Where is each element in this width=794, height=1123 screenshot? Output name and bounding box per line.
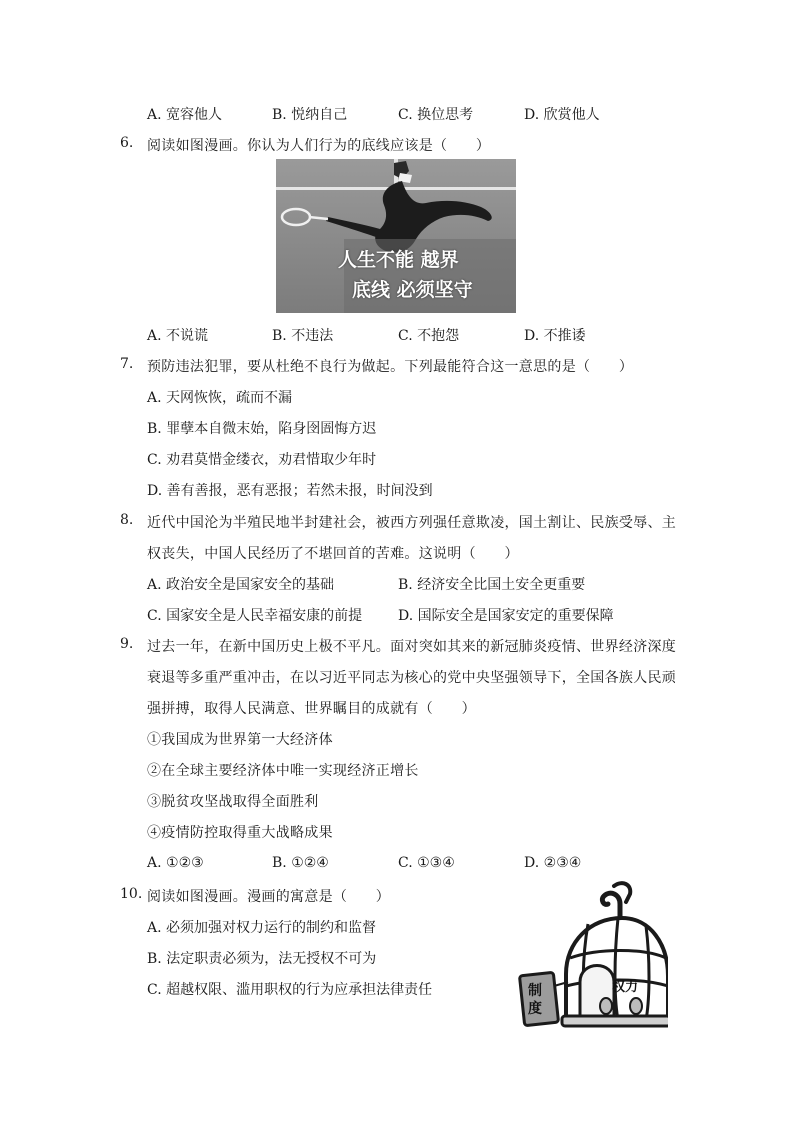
- option-text: 悦纳自己: [291, 107, 348, 123]
- q9-option-d[interactable]: [524, 855, 581, 871]
- q5-option-d[interactable]: [524, 104, 600, 124]
- option-label: A.: [147, 920, 162, 936]
- q9-option-b[interactable]: [272, 855, 329, 871]
- option-text: 换位思考: [417, 107, 474, 123]
- power-cage-cartoon-image: [518, 878, 668, 1030]
- q5-option-a[interactable]: [147, 104, 222, 124]
- q6-option-a[interactable]: [147, 325, 208, 345]
- option-text: 宽容他人: [166, 107, 223, 123]
- q6-option-b[interactable]: [272, 325, 333, 345]
- option-label: D.: [398, 608, 414, 624]
- q7-option-b[interactable]: [147, 418, 376, 438]
- option-text: 政治安全是国家安全的基础: [166, 577, 335, 593]
- option-text: 不抱怨: [417, 328, 460, 344]
- option-label: B.: [272, 855, 287, 871]
- cage-tag-right-label: 权力: [612, 980, 639, 995]
- option-label: B.: [147, 421, 162, 437]
- option-text: 超越权限、滥用职权的行为应承担法律责任: [166, 982, 433, 998]
- option-text: 必须加强对权力运行的制约和监督: [166, 920, 377, 936]
- option-label: A.: [147, 328, 162, 344]
- tennis-cartoon-image: [276, 159, 516, 313]
- option-label: B.: [147, 951, 162, 967]
- option-text: 经济安全比国土安全更重要: [417, 577, 586, 593]
- option-label: C.: [147, 608, 162, 624]
- option-text: ①②④: [291, 855, 329, 871]
- q10-number: 10.: [120, 886, 143, 902]
- q9-option-c[interactable]: [398, 855, 455, 871]
- option-text: 罪孽本自微末始，陷身囹圄悔方迟: [166, 421, 377, 437]
- option-text: 劝君莫惜金缕衣，劝君惜取少年时: [166, 452, 377, 468]
- option-label: A.: [147, 107, 162, 123]
- tennis-caption-line2: 底线 必须坚守: [352, 279, 473, 301]
- option-text: 不推诿: [543, 328, 586, 344]
- q7-number: 7.: [120, 356, 134, 372]
- q10-option-c[interactable]: [147, 979, 432, 999]
- q9-item-3: ③脱贫攻坚战取得全面胜利: [147, 794, 319, 810]
- option-text: 不说谎: [166, 328, 209, 344]
- q5-option-c[interactable]: [398, 104, 473, 124]
- option-text: 天网恢恢，疏而不漏: [166, 390, 293, 406]
- q7-option-d[interactable]: [147, 480, 433, 500]
- q7-option-c[interactable]: [147, 449, 376, 469]
- option-text: 善有善报，恶有恶报；若然未报，时间没到: [166, 483, 433, 499]
- q6-number: 6.: [120, 135, 134, 151]
- q8-option-c[interactable]: [147, 605, 362, 625]
- q5-option-b[interactable]: [272, 104, 347, 124]
- q9-stem-line3: 强拼搏，取得人民满意、世界瞩目的成就有（ ）: [147, 701, 476, 717]
- option-text: ①③④: [417, 855, 455, 871]
- q8-option-d[interactable]: [398, 605, 614, 625]
- option-label: B.: [272, 107, 287, 123]
- tennis-caption-line1: 人生不能 越界: [338, 249, 459, 271]
- option-text: 欣赏他人: [543, 107, 600, 123]
- q9-stem-line2: 衰退等多重严重冲击，在以习近平同志为核心的党中央坚强领导下，全国各族人民顽: [147, 670, 677, 686]
- option-label: D.: [524, 107, 540, 123]
- q8-stem-line2: 权丧失，中国人民经历了不堪回首的苦难。这说明（ ）: [147, 546, 519, 562]
- q6-option-d[interactable]: [524, 325, 586, 345]
- q8-option-b[interactable]: [398, 574, 585, 594]
- option-label: A.: [147, 855, 162, 871]
- option-label: C.: [398, 107, 413, 123]
- option-label: C.: [398, 855, 413, 871]
- q10-option-a[interactable]: [147, 917, 376, 937]
- option-label: D.: [524, 328, 540, 344]
- option-text: ②③④: [543, 855, 582, 871]
- q8-number: 8.: [120, 512, 134, 528]
- q10-stem: 阅读如图漫画。漫画的寓意是（ ）: [147, 889, 391, 905]
- option-label: C.: [398, 328, 413, 344]
- q8-option-a[interactable]: [147, 574, 334, 594]
- option-text: ①②③: [166, 855, 204, 871]
- q9-item-2: ②在全球主要经济体中唯一实现经济正增长: [147, 763, 419, 779]
- option-text: 国际安全是国家安定的重要保障: [417, 608, 614, 624]
- option-text: 法定职责必须为，法无授权不可为: [166, 951, 377, 967]
- option-label: D.: [524, 855, 540, 871]
- q7-stem: 预防违法犯罪，要从杜绝不良行为做起。下列最能符合这一意思的是（ ）: [147, 359, 634, 375]
- q9-item-4: ④疫情防控取得重大战略成果: [147, 825, 333, 841]
- option-text: 国家安全是人民幸福安康的前提: [166, 608, 363, 624]
- option-label: B.: [272, 328, 287, 344]
- option-label: C.: [147, 982, 162, 998]
- q6-option-c[interactable]: [398, 325, 459, 345]
- option-label: C.: [147, 452, 162, 468]
- q9-option-a[interactable]: [147, 855, 204, 871]
- q9-number: 9.: [120, 636, 134, 652]
- q9-item-1: ①我国成为世界第一大经济体: [147, 732, 333, 748]
- q10-option-b[interactable]: [147, 948, 376, 968]
- option-label: A.: [147, 390, 162, 406]
- option-label: A.: [147, 577, 162, 593]
- option-label: B.: [398, 577, 413, 593]
- q9-stem-line1: 过去一年，在新中国历史上极不平凡。面对突如其来的新冠肺炎疫情、世界经济深度: [147, 639, 677, 655]
- cage-tag-left-label: 制度: [528, 983, 542, 1017]
- option-label: D.: [147, 483, 163, 499]
- q8-stem-line1: 近代中国沦为半殖民地半封建社会，被西方列强任意欺凌，国土割让、民族受辱、主: [147, 515, 677, 531]
- q7-option-a[interactable]: [147, 387, 292, 407]
- q6-stem: 阅读如图漫画。你认为人们行为的底线应该是（ ）: [147, 138, 491, 154]
- option-text: 不违法: [291, 328, 334, 344]
